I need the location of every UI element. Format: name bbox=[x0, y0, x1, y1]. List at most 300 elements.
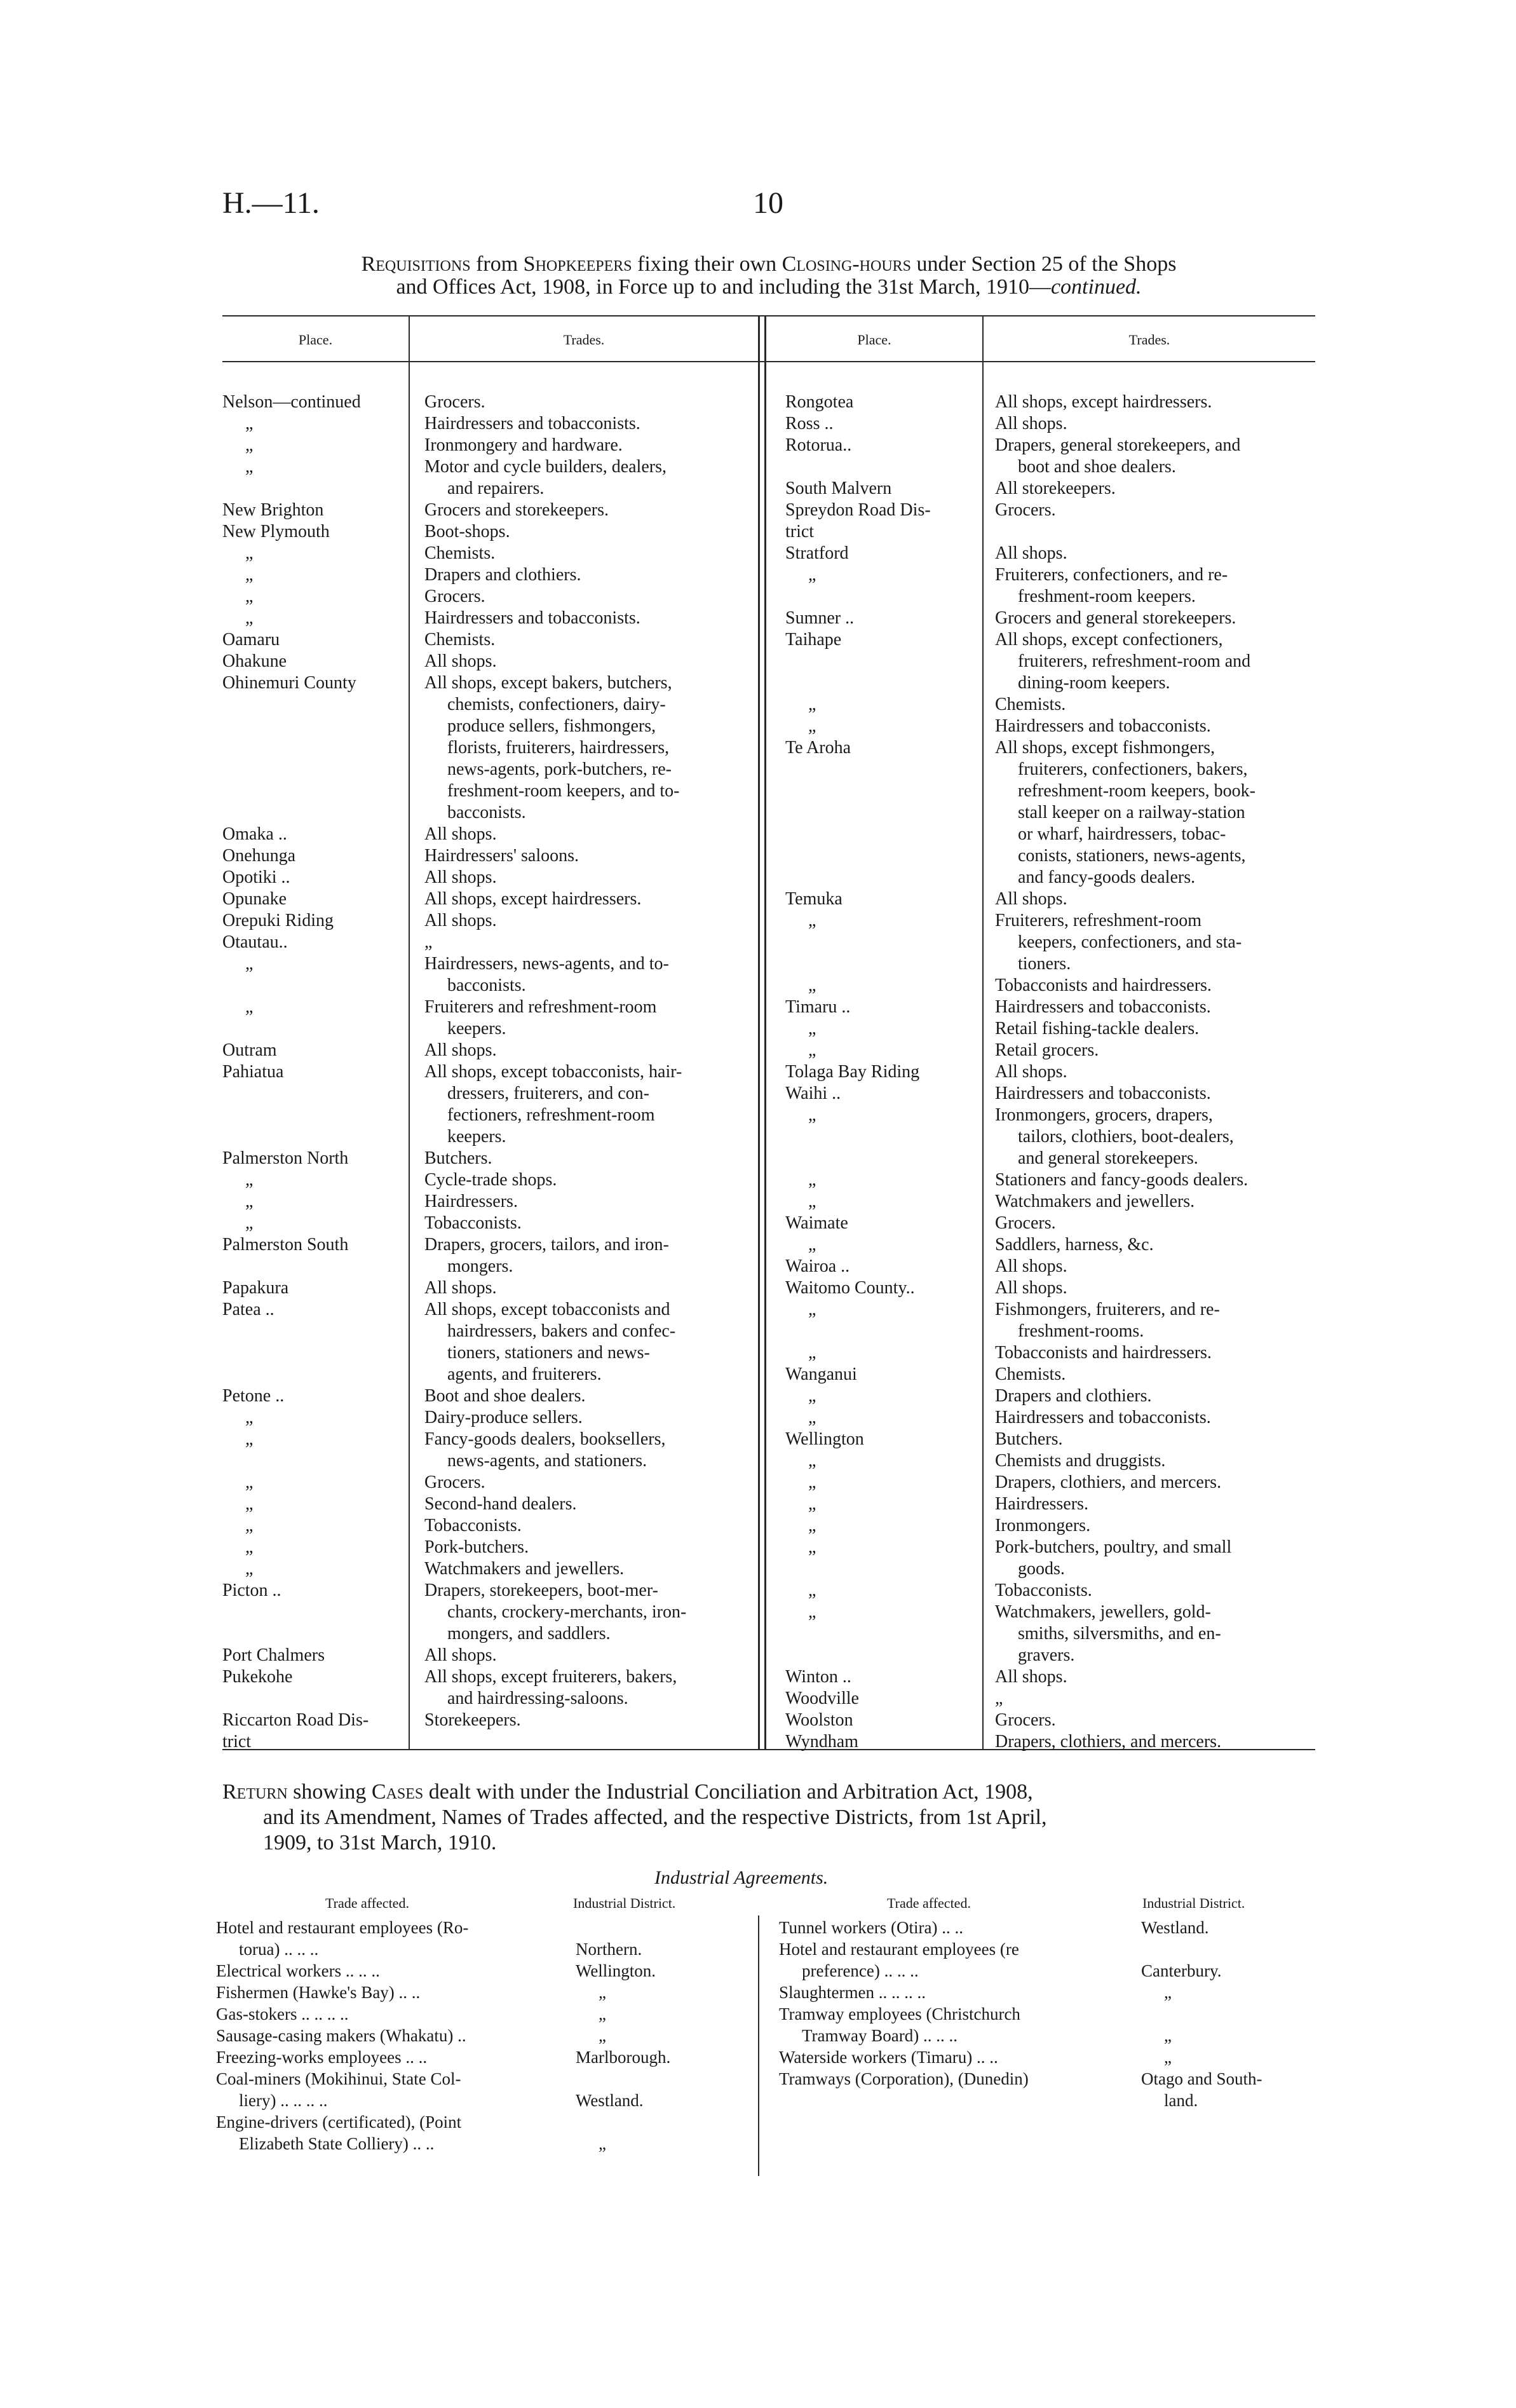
table-header-rule bbox=[222, 361, 1315, 362]
table-cell: Waitomo County.. bbox=[785, 1278, 915, 1298]
table-cell: torua) .. .. .. bbox=[239, 1940, 319, 1959]
table-cell: Tunnel workers (Otira) .. .. bbox=[779, 1918, 963, 1937]
table-cell: All shops. bbox=[424, 1278, 497, 1298]
table-cell: Hairdressers and tobacconists. bbox=[424, 414, 640, 433]
table-cell: goods. bbox=[1018, 1559, 1065, 1579]
table-cell bbox=[576, 2068, 741, 2090]
table-cell: fectioners, refreshment-room bbox=[447, 1105, 655, 1125]
agreements-right-districts bbox=[1141, 1917, 1313, 2111]
table-top-rule bbox=[222, 315, 1315, 316]
table-cell: Grocers. bbox=[424, 1473, 485, 1492]
table-cell: All shops, except confectioners, bbox=[995, 630, 1223, 650]
column-divider bbox=[764, 316, 766, 1749]
table-cell bbox=[222, 1688, 407, 1710]
table-cell bbox=[785, 672, 976, 694]
table-cell: Engine-drivers (certificated), (Point bbox=[216, 2112, 462, 2132]
table-cell: Waterside workers (Timaru) .. .. bbox=[779, 2048, 998, 2067]
table-cell: Grocers and general storekeepers. bbox=[995, 608, 1236, 628]
table-cell: „ bbox=[1164, 1983, 1172, 2002]
table-cell bbox=[576, 1917, 741, 1938]
return-text: showing bbox=[287, 1780, 372, 1804]
table-cell: or wharf, hairdressers, tobac- bbox=[1018, 824, 1226, 844]
table-cell: Ironmongery and hardware. bbox=[424, 435, 623, 455]
table-cell: All shops, except hairdressers. bbox=[995, 392, 1212, 412]
table-cell: mongers, and saddlers. bbox=[447, 1624, 611, 1643]
table-cell: „ bbox=[995, 1689, 1003, 1708]
table-cell bbox=[995, 521, 1313, 543]
table-cell: Coal-miners (Mokihinui, State Col- bbox=[216, 2069, 461, 2088]
table-cell: „ bbox=[808, 1581, 816, 1600]
table-cell: chemists, confectioners, dairy- bbox=[447, 695, 666, 714]
table-cell: All shops. bbox=[995, 1256, 1067, 1276]
table-cell: conists, stationers, news-agents, bbox=[1018, 846, 1246, 866]
return-text: and its Amendment, Names of Trades affected, and the respective Districts, from 1st April, bbox=[263, 1806, 1047, 1829]
table-cell bbox=[1141, 2003, 1313, 2025]
table-cell: Sausage-casing makers (Whakatu) .. bbox=[216, 2026, 466, 2045]
table-cell: Elizabeth State Colliery) .. .. bbox=[239, 2134, 435, 2153]
table-cell: keepers. bbox=[447, 1019, 506, 1038]
table-cell bbox=[222, 1256, 407, 1277]
table-cell bbox=[222, 1105, 407, 1126]
table-cell bbox=[785, 824, 976, 845]
table-cell: „ bbox=[808, 716, 816, 736]
table-cell: Pork-butchers, poultry, and small bbox=[995, 1537, 1232, 1557]
table-cell: Woodville bbox=[785, 1689, 859, 1708]
table-cell: and fancy-goods dealers. bbox=[1018, 867, 1196, 887]
table-cell: „ bbox=[245, 435, 254, 455]
table-cell: Grocers. bbox=[424, 587, 485, 606]
table-cell: Hairdressers and tobacconists. bbox=[995, 997, 1211, 1017]
table-cell: All shops. bbox=[995, 1062, 1067, 1082]
table-cell: stall keeper on a railway-station bbox=[1018, 803, 1245, 822]
table-cell: „ bbox=[808, 1235, 816, 1255]
agreements-trade-header: Trade affected. bbox=[325, 1895, 409, 1911]
table-cell: All shops, except tobacconists, hair- bbox=[424, 1062, 682, 1082]
table-cell: chants, crockery-merchants, iron- bbox=[447, 1602, 687, 1622]
table-cell bbox=[785, 932, 976, 953]
table-cell: smiths, silversmiths, and en- bbox=[1018, 1624, 1221, 1643]
table-cell: New Brighton bbox=[222, 500, 324, 520]
table-cell: Tolaga Bay Riding bbox=[785, 1062, 920, 1082]
table-cell: mongers. bbox=[447, 1256, 513, 1276]
table-cell: Wanganui bbox=[785, 1364, 857, 1384]
table-cell: Nelson—continued bbox=[222, 392, 361, 412]
agreements-divider bbox=[758, 1915, 759, 2176]
table-cell bbox=[222, 802, 407, 824]
table-cell: Grocers. bbox=[995, 500, 1056, 520]
table-cell bbox=[785, 1126, 976, 1148]
table-cell: „ bbox=[245, 954, 254, 974]
table-cell: Ohakune bbox=[222, 651, 287, 671]
title-text: Closing-hours bbox=[782, 252, 912, 276]
table-cell bbox=[222, 780, 407, 802]
table-cell: All shops. bbox=[424, 1645, 497, 1665]
table-cell: Outram bbox=[222, 1040, 277, 1060]
table-cell: „ bbox=[245, 565, 254, 585]
table-cell: „ bbox=[245, 543, 254, 563]
table-cell: „ bbox=[808, 1343, 816, 1363]
table-cell: „ bbox=[245, 1559, 254, 1579]
column-header-place: Place. bbox=[298, 332, 333, 348]
table-cell: Winton .. bbox=[785, 1667, 851, 1687]
table-cell: „ bbox=[245, 1537, 254, 1557]
table-cell bbox=[222, 1342, 407, 1364]
table-cell bbox=[785, 1623, 976, 1645]
table-cell: Drapers, clothiers, and mercers. bbox=[995, 1732, 1222, 1752]
table-cell: Otautau.. bbox=[222, 932, 288, 952]
agreements-right-trades bbox=[779, 1917, 1122, 2111]
table-cell: Fruiterers, confectioners, and re- bbox=[995, 565, 1228, 585]
table-cell: Hairdressers. bbox=[995, 1494, 1088, 1514]
table-cell: „ bbox=[808, 1451, 816, 1471]
table-cell bbox=[779, 2090, 1122, 2111]
table-cell: preference) .. .. .. bbox=[802, 1961, 919, 1980]
table-cell bbox=[222, 1321, 407, 1342]
table-cell bbox=[1141, 1938, 1313, 1960]
table-cell: Orepuki Riding bbox=[222, 911, 334, 930]
title-text: Shopkeepers bbox=[523, 252, 632, 276]
table-cell: Grocers. bbox=[995, 1213, 1056, 1233]
table-cell bbox=[222, 1450, 407, 1472]
table-cell: Hairdressers and tobacconists. bbox=[424, 608, 640, 628]
table-cell: „ bbox=[808, 976, 816, 995]
table-cell: Drapers, grocers, tailors, and iron- bbox=[424, 1235, 669, 1255]
table-cell: Port Chalmers bbox=[222, 1645, 325, 1665]
table-cell bbox=[222, 694, 407, 716]
table-cell: Saddlers, harness, &c. bbox=[995, 1235, 1154, 1255]
table-cell: Ironmongers. bbox=[995, 1516, 1091, 1535]
return-text: Cases bbox=[371, 1780, 424, 1804]
left-trades-column bbox=[424, 391, 755, 1753]
table-cell: Pahiatua bbox=[222, 1062, 284, 1082]
table-cell: Tramway employees (Christchurch bbox=[779, 2004, 1020, 2024]
table-cell: Onehunga bbox=[222, 846, 296, 866]
agreements-left-trades bbox=[216, 1917, 559, 2154]
table-cell: All shops. bbox=[424, 651, 497, 671]
table-cell: Temuka bbox=[785, 889, 843, 909]
table-cell: All shops. bbox=[424, 867, 497, 887]
table-cell: Retail grocers. bbox=[995, 1040, 1099, 1060]
table-cell: Electrical workers .. .. .. bbox=[216, 1961, 380, 1980]
table-cell: Tobacconists. bbox=[424, 1516, 522, 1535]
table-cell: Butchers. bbox=[424, 1148, 492, 1168]
table-cell: Fruiterers, refreshment-room bbox=[995, 911, 1201, 930]
table-cell: Storekeepers. bbox=[424, 1710, 521, 1730]
table-cell: All shops. bbox=[424, 824, 497, 844]
table-cell: Timaru .. bbox=[785, 997, 851, 1017]
table-cell bbox=[785, 651, 976, 672]
table-cell: Patea .. bbox=[222, 1300, 274, 1319]
table-cell: Tobacconists and hairdressers. bbox=[995, 1343, 1212, 1363]
table-cell: boot and shoe dealers. bbox=[1018, 457, 1176, 477]
table-cell: and repairers. bbox=[447, 479, 545, 498]
table-cell bbox=[785, 586, 976, 608]
table-cell: Wellington bbox=[785, 1429, 864, 1449]
table-cell: Hairdressers, news-agents, and to- bbox=[424, 954, 669, 974]
table-cell: tailors, clothiers, boot-dealers, bbox=[1018, 1127, 1234, 1146]
table-cell: Pukekohe bbox=[222, 1667, 293, 1687]
table-cell: Tobacconists and hairdressers. bbox=[995, 976, 1212, 995]
table-cell: Te Aroha bbox=[785, 738, 851, 758]
table-cell: Fancy-goods dealers, booksellers, bbox=[424, 1429, 666, 1449]
table-cell: „ bbox=[808, 1105, 816, 1125]
table-cell: All storekeepers. bbox=[995, 479, 1116, 498]
table-cell bbox=[222, 1018, 407, 1040]
table-cell: „ bbox=[245, 1213, 254, 1233]
table-cell: Oamaru bbox=[222, 630, 280, 650]
table-cell: Omaka .. bbox=[222, 824, 287, 844]
table-cell: Otago and South- bbox=[1141, 2069, 1262, 2088]
column-divider bbox=[982, 316, 984, 1749]
table-cell: Drapers, storekeepers, boot-mer- bbox=[424, 1581, 658, 1600]
table-cell: Dairy-produce sellers. bbox=[424, 1408, 583, 1427]
table-cell: Ohinemuri County bbox=[222, 673, 356, 693]
table-cell: gravers. bbox=[1018, 1645, 1075, 1665]
table-cell: Grocers. bbox=[424, 392, 485, 412]
table-cell: Tobacconists. bbox=[995, 1581, 1092, 1600]
table-cell: „ bbox=[808, 1386, 816, 1406]
table-cell: Waimate bbox=[785, 1213, 848, 1233]
table-cell: „ bbox=[808, 1473, 816, 1492]
table-cell: „ bbox=[245, 587, 254, 606]
table-cell: „ bbox=[808, 695, 816, 714]
title-text: from bbox=[470, 252, 524, 276]
table-cell: Boot and shoe dealers. bbox=[424, 1386, 586, 1406]
table-cell: „ bbox=[245, 1170, 254, 1190]
table-cell: freshment-rooms. bbox=[1018, 1321, 1144, 1341]
table-cell: Grocers and storekeepers. bbox=[424, 500, 609, 520]
table-cell: „ bbox=[1164, 2048, 1172, 2067]
table-cell bbox=[785, 867, 976, 888]
table-cell: Rongotea bbox=[785, 392, 854, 412]
table-cell: Watchmakers and jewellers. bbox=[995, 1192, 1195, 1211]
table-cell bbox=[785, 845, 976, 867]
table-cell: „ bbox=[808, 1494, 816, 1514]
table-cell: and hairdressing-saloons. bbox=[447, 1689, 628, 1708]
table-cell: and general storekeepers. bbox=[1018, 1148, 1198, 1168]
table-cell: „ bbox=[245, 1429, 254, 1449]
table-cell: All shops, except fruiterers, bakers, bbox=[424, 1667, 677, 1687]
agreements-left-districts bbox=[576, 1917, 741, 2154]
table-cell: keepers, confectioners, and sta- bbox=[1018, 932, 1242, 952]
table-cell: „ bbox=[808, 565, 816, 585]
table-cell: Drapers, clothiers, and mercers. bbox=[995, 1473, 1222, 1492]
agreements-heading: Industrial Agreements. bbox=[654, 1867, 829, 1888]
table-cell: All shops, except bakers, butchers, bbox=[424, 673, 672, 693]
return-text: dealt with under the Industrial Conciliation and Arbitration Act, 1908, bbox=[423, 1780, 1033, 1804]
table-cell: Ross .. bbox=[785, 414, 834, 433]
title-text: fixing their own bbox=[632, 252, 782, 276]
column-divider bbox=[758, 316, 760, 1749]
table-cell: „ bbox=[424, 932, 433, 952]
table-cell: Chemists. bbox=[424, 543, 496, 563]
table-cell: Fishmongers, fruiterers, and re- bbox=[995, 1300, 1220, 1319]
table-cell bbox=[222, 759, 407, 780]
table-cell bbox=[785, 1645, 976, 1666]
table-cell: Woolston bbox=[785, 1710, 853, 1730]
table-cell: South Malvern bbox=[785, 479, 892, 498]
table-cell: All shops, except tobacconists and bbox=[424, 1300, 670, 1319]
column-header-trades: Trades. bbox=[563, 332, 605, 348]
table-cell: All shops. bbox=[995, 1278, 1067, 1298]
table-cell: Rotorua.. bbox=[785, 435, 852, 455]
table-cell: „ bbox=[808, 1537, 816, 1557]
title-continued: continued. bbox=[1050, 275, 1142, 299]
table-cell bbox=[785, 1558, 976, 1580]
table-cell: Ironmongers, grocers, drapers, bbox=[995, 1105, 1213, 1125]
table-cell: Hotel and restaurant employees (Ro- bbox=[216, 1918, 469, 1937]
table-cell: Gas-stokers .. .. .. .. bbox=[216, 2004, 349, 2024]
table-cell: All shops. bbox=[995, 414, 1067, 433]
table-cell bbox=[222, 1364, 407, 1385]
table-cell: Cycle-trade shops. bbox=[424, 1170, 557, 1190]
table-cell: Butchers. bbox=[995, 1429, 1063, 1449]
column-divider bbox=[409, 316, 410, 1749]
table-cell: „ bbox=[808, 1300, 816, 1319]
table-cell: „ bbox=[599, 1983, 606, 2002]
table-cell: fruiterers, confectioners, bakers, bbox=[1018, 759, 1248, 779]
table-cell bbox=[222, 1126, 407, 1148]
table-cell: Pork-butchers. bbox=[424, 1537, 529, 1557]
table-cell: Riccarton Road Dis- bbox=[222, 1710, 369, 1730]
table-cell: fruiterers, refreshment-room and bbox=[1018, 651, 1251, 671]
title-text: under Section 25 of the Shops bbox=[911, 252, 1177, 276]
table-cell: „ bbox=[599, 2004, 606, 2024]
table-cell: „ bbox=[808, 1516, 816, 1535]
table-cell bbox=[222, 478, 407, 500]
table-cell: Drapers and clothiers. bbox=[995, 1386, 1152, 1406]
table-cell: „ bbox=[245, 1192, 254, 1211]
table-cell: Hairdressers' saloons. bbox=[424, 846, 579, 866]
table-cell: Westland. bbox=[1141, 1918, 1209, 1937]
table-cell bbox=[222, 1623, 407, 1645]
table-cell: refreshment-room keepers, book- bbox=[1018, 781, 1255, 801]
table-cell: Hotel and restaurant employees (re bbox=[779, 1940, 1019, 1959]
table-cell: „ bbox=[245, 997, 254, 1017]
return-lead: Return bbox=[222, 1780, 288, 1804]
return-text: 1909, to 31st March, 1910. bbox=[263, 1831, 497, 1854]
table-cell bbox=[222, 716, 407, 737]
table-cell: produce sellers, fishmongers, bbox=[447, 716, 656, 736]
table-cell: Fishermen (Hawke's Bay) .. .. bbox=[216, 1983, 421, 2002]
column-header-trades: Trades. bbox=[1128, 332, 1170, 348]
table-cell: liery) .. .. .. .. bbox=[239, 2091, 328, 2110]
table-cell bbox=[424, 1731, 755, 1753]
table-cell: Stationers and fancy-goods dealers. bbox=[995, 1170, 1249, 1190]
table-cell: Wairoa .. bbox=[785, 1256, 850, 1276]
table-cell: „ bbox=[808, 1170, 816, 1190]
page-number: 10 bbox=[753, 186, 783, 220]
table-cell: „ bbox=[245, 457, 254, 477]
table-cell: Chemists and druggists. bbox=[995, 1451, 1166, 1471]
agreements-trade-header: Trade affected. bbox=[887, 1895, 971, 1911]
table-cell: bacconists. bbox=[447, 976, 526, 995]
table-cell: Marlborough. bbox=[576, 2048, 671, 2067]
table-cell: bacconists. bbox=[447, 803, 526, 822]
table-cell: Petone .. bbox=[222, 1386, 285, 1406]
table-cell: Wyndham bbox=[785, 1732, 858, 1752]
table-cell: Opotiki .. bbox=[222, 867, 290, 887]
table-cell bbox=[785, 953, 976, 975]
table-cell: agents, and fruiterers. bbox=[447, 1364, 602, 1384]
table-cell: „ bbox=[599, 2134, 606, 2153]
table-cell: „ bbox=[808, 1019, 816, 1038]
table-cell: freshment-room keepers. bbox=[1018, 587, 1196, 606]
table-cell: All shops, except hairdressers. bbox=[424, 889, 642, 909]
table-cell: All shops. bbox=[424, 911, 497, 930]
table-cell bbox=[222, 1083, 407, 1105]
table-cell: Waihi .. bbox=[785, 1084, 841, 1103]
document-reference: H.—11. bbox=[222, 186, 320, 220]
requisitions-title bbox=[222, 253, 1315, 299]
agreements-district-header: Industrial District. bbox=[573, 1895, 676, 1911]
agreements-district-header: Industrial District. bbox=[1142, 1895, 1245, 1911]
title-lead: Requisitions bbox=[361, 252, 471, 276]
right-trades-column bbox=[995, 391, 1313, 1753]
table-cell: news-agents, pork-butchers, re- bbox=[447, 759, 672, 779]
table-cell bbox=[785, 1148, 976, 1169]
table-cell bbox=[222, 737, 407, 759]
table-cell: Drapers and clothiers. bbox=[424, 565, 581, 585]
table-cell: Watchmakers, jewellers, gold- bbox=[995, 1602, 1211, 1622]
table-cell: New Plymouth bbox=[222, 522, 330, 541]
table-cell: Freezing-works employees .. .. bbox=[216, 2048, 428, 2067]
table-cell: Tramways (Corporation), (Dunedin) bbox=[779, 2069, 1029, 2088]
table-cell: Tramway Board) .. .. .. bbox=[802, 2026, 958, 2045]
table-cell: „ bbox=[245, 1408, 254, 1427]
table-cell: Second-hand dealers. bbox=[424, 1494, 577, 1514]
table-cell: Taihape bbox=[785, 630, 842, 650]
table-cell: „ bbox=[808, 1602, 816, 1622]
table-cell: trict bbox=[222, 1732, 252, 1752]
table-cell: Hairdressers and tobacconists. bbox=[995, 1408, 1211, 1427]
table-cell: „ bbox=[245, 608, 254, 628]
table-cell: „ bbox=[808, 1192, 816, 1211]
table-cell: keepers. bbox=[447, 1127, 506, 1146]
table-cell: Palmerston North bbox=[222, 1148, 349, 1168]
table-cell: Tobacconists. bbox=[424, 1213, 522, 1233]
title-text: and Offices Act, 1908, in Force up to and including the 31st March, 1910— bbox=[396, 275, 1051, 299]
table-cell: Palmerston South bbox=[222, 1235, 349, 1255]
column-header-place: Place. bbox=[857, 332, 891, 348]
table-cell: „ bbox=[245, 1516, 254, 1535]
table-cell: Chemists. bbox=[424, 630, 496, 650]
table-cell: Watchmakers and jewellers. bbox=[424, 1559, 625, 1579]
table-cell: dressers, fruiterers, and con- bbox=[447, 1084, 649, 1103]
table-cell bbox=[576, 2111, 741, 2133]
table-cell: Drapers, general storekeepers, and bbox=[995, 435, 1241, 455]
table-cell: hairdressers, bakers and confec- bbox=[447, 1321, 676, 1341]
table-cell bbox=[222, 975, 407, 997]
table-cell: Chemists. bbox=[995, 1364, 1066, 1384]
table-cell: Canterbury. bbox=[1141, 1961, 1222, 1980]
table-cell: All shops. bbox=[995, 543, 1067, 563]
table-cell: tioners, stationers and news- bbox=[447, 1343, 650, 1363]
table-cell: Wellington. bbox=[576, 1961, 656, 1980]
table-cell bbox=[785, 759, 976, 780]
table-cell: „ bbox=[808, 1408, 816, 1427]
table-cell: Motor and cycle builders, dealers, bbox=[424, 457, 667, 477]
left-place-column bbox=[222, 391, 407, 1753]
table-cell: Stratford bbox=[785, 543, 849, 563]
table-cell: land. bbox=[1164, 2091, 1198, 2110]
table-cell: Picton .. bbox=[222, 1581, 281, 1600]
table-cell: freshment-room keepers, and to- bbox=[447, 781, 680, 801]
table-cell: „ bbox=[599, 2026, 606, 2045]
right-place-column bbox=[785, 391, 976, 1753]
table-cell: Boot-shops. bbox=[424, 522, 510, 541]
table-cell: „ bbox=[245, 1494, 254, 1514]
